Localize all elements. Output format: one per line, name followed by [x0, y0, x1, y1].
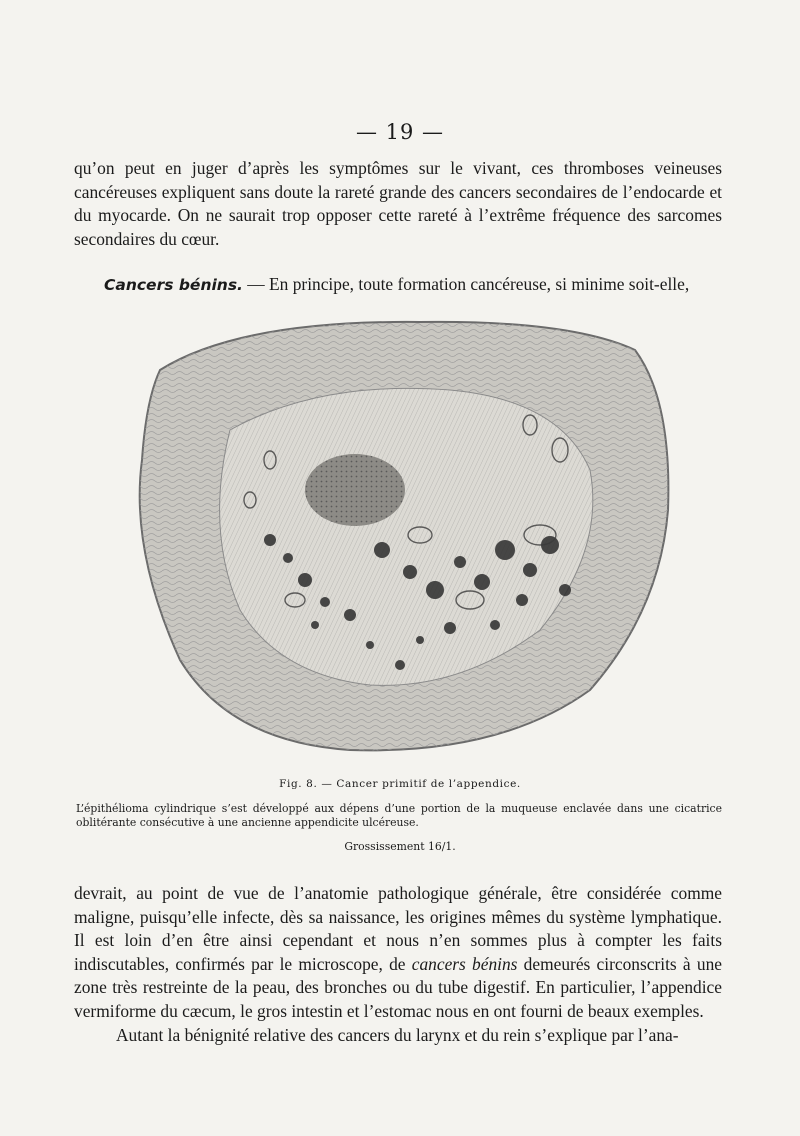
paragraph-3-text: Autant la bénignité relative des cancers du larynx et du rein s’explique par l’ana- — [116, 1024, 679, 1045]
appendix-section-illustration — [120, 310, 680, 760]
paragraph-top — [74, 157, 722, 251]
figure-description: L’épithélioma cylindrique s’est développé aux dépens d’une portion de la muqueuse enclavée dans une cicatrice oblitérante consécutive à une ancienne appendicite ulcéreuse. — [76, 802, 722, 829]
paragraph-2-part2: demeurés circonscrits à une zone très restreinte de la peau, des bronches ou du tube digestif. En particulier, l’appendice vermiforme du cæcum, le gros intestin et l’estomac nous en ont fourni de beaux exemples. — [74, 953, 722, 1021]
section-paragraph — [74, 273, 722, 298]
figure-title: Fig. 8. — Cancer primitif de l’appendice. — [279, 778, 521, 790]
paragraph-1-text: qu’on peut en juger d’après les symptômes sur le vivant, ces thromboses veineuses cancéreuses expliquent sans doute la rareté grande des cancers secondaires de l’endocarde et du myocarde. On ne saurait trop opposer cette rareté à l’extrême fréquence des sarcomes secondaires du cœur. — [74, 158, 722, 249]
section-text: — En principe, toute formation cancéreuse, si minime soit-elle, — [242, 274, 690, 294]
page-number: — 19 — — [355, 120, 445, 144]
paragraph-bottom — [74, 882, 722, 1047]
paragraph-2-text — [74, 882, 722, 1024]
paragraph-2-part1: devrait, au point de vue de l’anatomie pathologique générale, être considérée comme maligne, puisqu’elle infecte, dès sa naissance, les origines mêmes du système lymphatique. Il est loin d’en être ainsi cependant et nous n’en sommes plus à compter les faits indiscutables, confirmés par le microscope, de — [74, 883, 722, 974]
figure-magnification: Grossissement 16/1. — [344, 840, 456, 853]
histology-figure — [120, 310, 680, 760]
paragraph-2-emphasis: cancers bénins — [411, 953, 518, 974]
section-heading: Cancers bénins. — [104, 276, 243, 294]
